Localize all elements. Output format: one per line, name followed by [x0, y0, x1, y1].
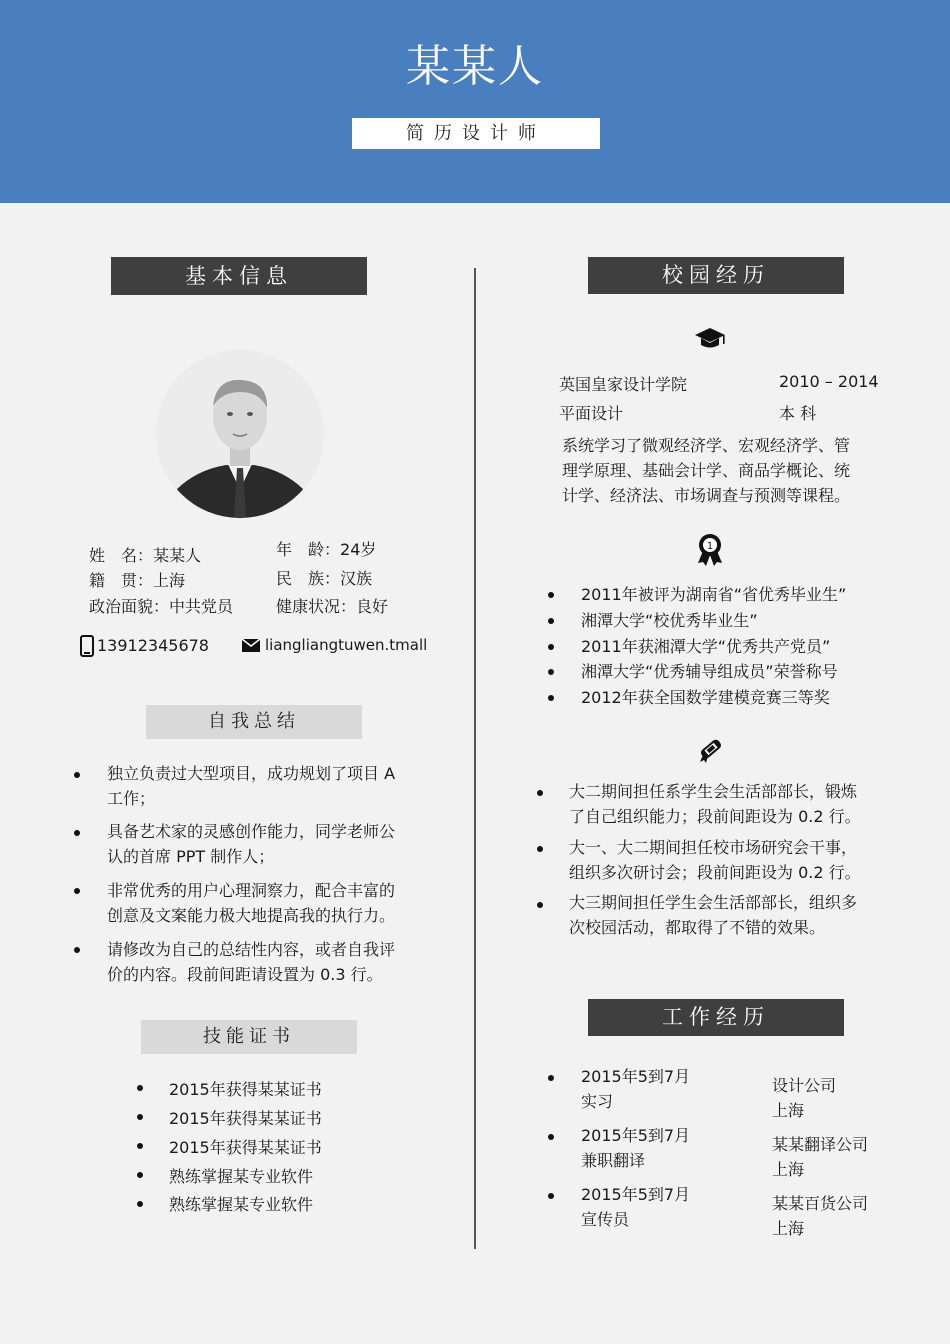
school-name: 英国皇家设计学院: [559, 375, 688, 394]
bullet-dot: [137, 1085, 143, 1091]
info-label: 年 龄：: [276, 540, 341, 559]
award-item: 2011年被评为湖南省“省优秀毕业生”: [581, 585, 847, 604]
info-value: 24岁: [340, 540, 377, 559]
award-item: 2011年获湘潭大学“优秀共产党员”: [581, 637, 831, 656]
activity-item: 大三期间担任学生会生活部部长，组织多 次校园活动，都取得了不错的效果。: [569, 893, 858, 937]
bullet-dot: [137, 1114, 143, 1120]
bullet-dot: [548, 1075, 554, 1081]
bullet-dot: [537, 846, 543, 852]
bullet-dot: [137, 1201, 143, 1207]
bullet-dot: [548, 618, 554, 624]
section-title-skills: 技能证书: [141, 1020, 357, 1054]
bullet-dot: [548, 1193, 554, 1199]
work-date-role: 2015年5到7月 实习: [581, 1067, 691, 1111]
bullet-dot: [74, 772, 80, 778]
phone-number: 13912345678: [97, 636, 209, 655]
info-health-row: [276, 594, 388, 617]
bullet-dot: [548, 592, 554, 598]
column-divider: [474, 268, 476, 1249]
school-years: 2010 – 2014: [779, 372, 879, 391]
section-title-self-summary: 自我总结: [146, 705, 362, 739]
award-item: 湘潭大学“优秀辅导组成员”荣誉称号: [581, 662, 838, 681]
bullet-dot: [548, 1134, 554, 1140]
skill-item: 熟练掌握某专业软件: [169, 1167, 314, 1186]
skill-item: 2015年获得某某证书: [169, 1080, 322, 1099]
summary-item: 具备艺术家的灵感创作能力，同学老师公 认的首席 PPT 制作人；: [107, 822, 396, 866]
info-label: 姓 名：: [89, 546, 154, 565]
bullet-dot: [537, 790, 543, 796]
bullet-dot: [74, 830, 80, 836]
skill-item: 2015年获得某某证书: [169, 1138, 322, 1157]
activity-item: 大一、大二期间担任校市场研究会干事， 组织多次研讨会；段前间距设为 0.2 行。: [569, 838, 861, 882]
info-age-row: [276, 537, 376, 560]
award-item: 2012年获全国数学建模竞赛三等奖: [581, 688, 830, 707]
work-company-city: 设计公司 上海: [772, 1076, 837, 1120]
section-title-campus: 校园经历: [588, 257, 844, 294]
work-company-city: 某某翻译公司 上海: [772, 1135, 869, 1179]
info-ethnicity-row: [276, 566, 372, 589]
skill-item: 熟练掌握某专业软件: [169, 1195, 314, 1214]
bullet-dot: [74, 947, 80, 953]
summary-item: 独立负责过大型项目，成功规划了项目 A 工作；: [107, 764, 396, 808]
info-name-row: [89, 543, 201, 566]
info-value: 上海: [153, 571, 186, 590]
info-label: 政治面貌：: [89, 597, 170, 616]
header-banner: [0, 0, 950, 203]
info-politics-row: [89, 594, 233, 617]
bullet-dot: [137, 1172, 143, 1178]
svg-text:1: 1: [706, 541, 714, 552]
info-value: 某某人: [153, 546, 202, 565]
skill-item: 2015年获得某某证书: [169, 1109, 322, 1128]
course-description: 系统学习了微观经济学、宏观经济学、管 理学原理、基础会计学、商品学概论、统 计学、经济法、市场调查与预测等课程。: [562, 436, 851, 505]
profile-photo: [156, 350, 324, 518]
bullet-dot: [137, 1143, 143, 1149]
graduation-cap-icon: [694, 327, 726, 349]
work-date-role: 2015年5到7月 宣传员: [581, 1185, 691, 1229]
bullet-dot: [548, 644, 554, 650]
info-label: 籍 贯：: [89, 571, 154, 590]
job-title: 简历设计师: [352, 118, 600, 149]
info-hometown-row: [89, 568, 185, 591]
summary-item: 请修改为自己的总结性内容，或者自我评 价的内容。段前间距请设置为 0.3 行。: [107, 940, 396, 984]
bullet-dot: [74, 888, 80, 894]
info-label: 健康状况：: [276, 597, 357, 616]
email-address: liangliangtuwen.tmall: [265, 636, 428, 654]
diploma-scroll-icon: [697, 735, 725, 763]
award-item: 湘潭大学“校优秀毕业生”: [581, 611, 758, 630]
work-company-city: 某某百货公司 上海: [772, 1194, 869, 1238]
bullet-dot: [537, 902, 543, 908]
bullet-dot: [548, 669, 554, 675]
bullet-dot: [548, 695, 554, 701]
degree: 本 科: [779, 404, 817, 423]
info-value: 中共党员: [169, 597, 234, 616]
major: 平面设计: [559, 404, 624, 423]
summary-item: 非常优秀的用户心理洞察力，配合丰富的 创意及文案能力极大地提高我的执行力。: [107, 881, 396, 925]
work-date-role: 2015年5到7月 兼职翻译: [581, 1126, 691, 1170]
phone-icon: [80, 635, 94, 657]
section-title-basic-info: 基本信息: [111, 257, 367, 295]
info-value: 汉族: [340, 569, 373, 588]
section-title-work: 工作经历: [588, 999, 844, 1036]
candidate-name: 某某人: [406, 41, 544, 92]
info-label: 民 族：: [276, 569, 341, 588]
award-medal-icon: [697, 533, 723, 567]
info-value: 良好: [356, 597, 389, 616]
envelope-icon: [242, 639, 260, 652]
activity-item: 大二期间担任系学生会生活部部长，锻炼 了自己组织能力；段前间距设为 0.2 行。: [569, 782, 861, 826]
